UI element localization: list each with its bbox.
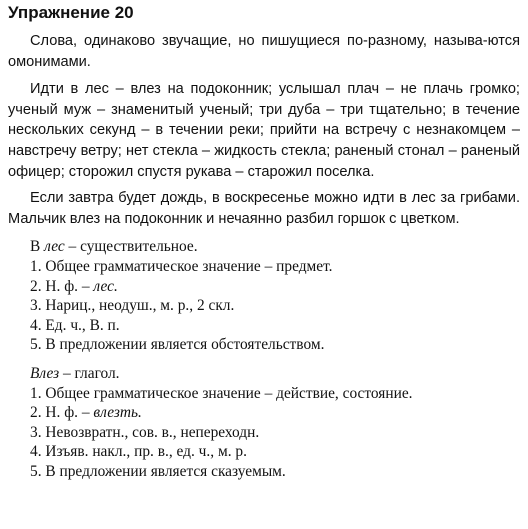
- spacer: [8, 355, 520, 364]
- analysis-item: 4. Изъяв. накл., пр. в., ед. ч., м. р.: [30, 443, 247, 461]
- exercise-title: Упражнение 20: [8, 3, 134, 22]
- analyzed-word: лес: [44, 238, 65, 256]
- analysis-item: 2. Н. ф. – влезть.: [30, 404, 142, 422]
- analysis-heading: Влез – глагол.: [30, 364, 120, 382]
- analyzed-word: Влез: [30, 364, 60, 382]
- analysis-item: 5. В предложении является сказуемым.: [30, 462, 286, 480]
- analysis-item: 4. Ед. ч., В. п.: [30, 316, 120, 334]
- analysis-item: 2. Н. ф. – лес.: [30, 277, 118, 295]
- analysis-item: 3. Невозвратн., сов. в., непереходн.: [30, 423, 260, 441]
- example-sentences-paragraph: Если завтра будет дождь, в воскресенье можно идти в лес за грибами. Мальчик влез на подоконник и нечаянно разбил горшок с цветком.: [8, 190, 520, 227]
- initial-form: влезть.: [93, 404, 142, 422]
- initial-form: лес.: [93, 277, 118, 295]
- analysis-item: 3. Нариц., неодуш., м. р., 2 скл.: [30, 297, 235, 315]
- analysis-block-vlez: [8, 364, 520, 482]
- analysis-item: 5. В предложении является обстоятельством.: [30, 336, 325, 354]
- analysis-item: 1. Общее грамматическое значение – действие, состояние.: [30, 384, 413, 402]
- analysis-heading: В лес – существительное.: [30, 238, 198, 256]
- definition-paragraph: Слова, одинаково звучащие, но пишущиеся по-разному, называ-ются омонимами.: [8, 33, 520, 70]
- analysis-item: 1. Общее грамматическое значение – предмет.: [30, 257, 333, 275]
- homophone-pairs-paragraph: Идти в лес – влез на подоконник; услышал плач – не плачь громко; ученый муж – знаменитый ученый; три дуба – три тщательно; в течение нескольких секунд – в течении реки; прийти на встречу с незнакомцем – навстречу ветру; нет стекла – жидкость стекла; раненый стонал – раненый офицер; сторожил спустя рукава – старожил поселка.: [8, 81, 520, 180]
- analysis-block-les: [8, 237, 520, 355]
